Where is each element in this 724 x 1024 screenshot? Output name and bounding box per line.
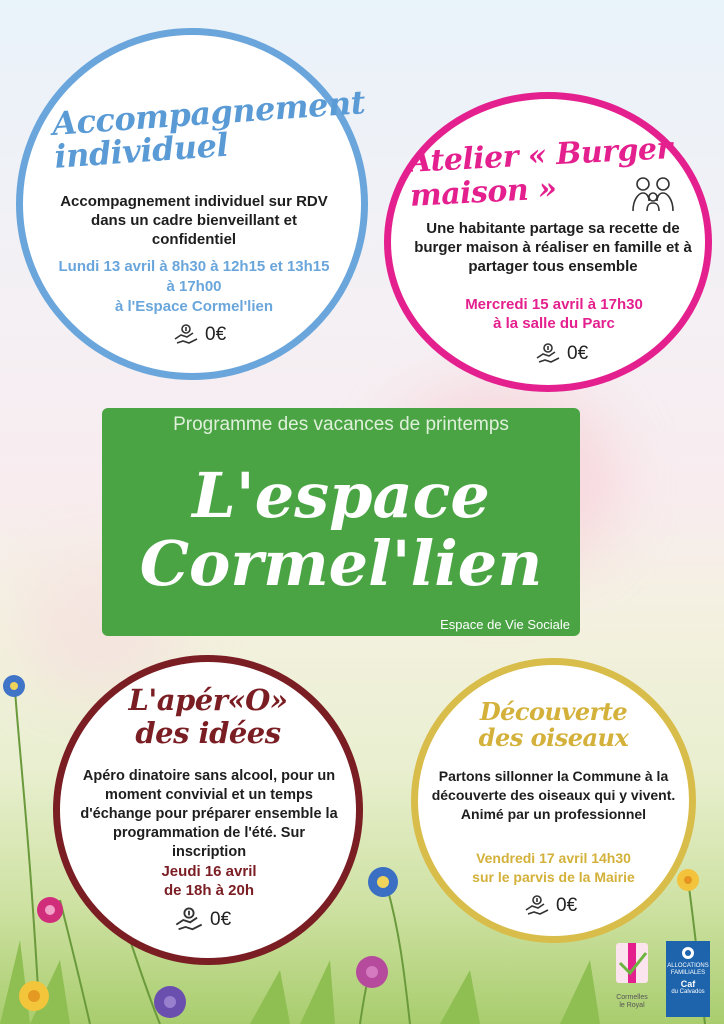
commune-name-line: Cormelles xyxy=(616,994,648,1001)
activity-location: à l'Espace Cormel'lien xyxy=(114,298,274,315)
activity-title-line: des idées xyxy=(135,716,281,750)
pink-flower-icon xyxy=(37,897,63,923)
yellow-flower-icon xyxy=(677,869,699,891)
banner-tagline: Espace de Vie Sociale xyxy=(440,617,570,632)
activity-decouverte-oiseaux xyxy=(411,658,696,943)
activity-title xyxy=(418,699,689,751)
activity-title-line: Atelier « Burger xyxy=(407,131,673,180)
activity-price xyxy=(535,342,588,366)
activity-schedule xyxy=(80,862,338,900)
price-value: 0€ xyxy=(205,324,227,345)
banner-title-line1: L'espace xyxy=(192,459,490,532)
commune-name-line: le Royal xyxy=(619,1002,645,1009)
activity-accompagnement xyxy=(16,28,368,380)
activity-date: Mercredi 15 avril à 17h30 xyxy=(465,296,643,313)
activity-title-line: L'apér«O» xyxy=(128,683,288,717)
banner-title-line2: Cormel'lien xyxy=(139,527,543,600)
activity-date: Vendredi 17 avril 14h30 xyxy=(476,850,631,866)
activity-price xyxy=(174,906,231,934)
purple-flower-icon xyxy=(356,956,388,988)
handshake-money-icon xyxy=(535,342,561,366)
activity-title: Accompagnement individuel xyxy=(50,83,367,176)
activity-time: de 18h à 20h xyxy=(163,882,255,899)
activity-description-line: Animé par un professionnel xyxy=(460,806,647,822)
activity-location: à la salle du Parc xyxy=(493,315,615,332)
yellow-flower-icon xyxy=(19,981,49,1011)
caf-region: du Calvados xyxy=(671,989,705,995)
activity-title-line: des oiseaux xyxy=(478,723,629,752)
activity-date: Jeudi 16 avril xyxy=(161,863,257,880)
activity-title-line: Découverte xyxy=(479,697,628,726)
activity-description: Accompagnement individuel sur RDV dans un cadre bienveillant et confidentiel xyxy=(60,193,328,248)
caf-line: ALLOCATIONS xyxy=(667,963,709,969)
activity-title-line: maison » xyxy=(409,171,558,214)
commune-emblem-icon xyxy=(612,941,652,989)
activity-title xyxy=(60,684,356,750)
caf-name: Caf xyxy=(680,979,696,989)
blue-flower-icon xyxy=(3,675,25,697)
caf-line: FAMILIALES xyxy=(670,970,706,976)
activity-date: Lundi 13 avril à 8h30 à 12h15 et 13h15 à 17h00 xyxy=(58,258,330,295)
handshake-money-icon xyxy=(174,906,204,934)
activity-schedule xyxy=(421,295,687,333)
family-icon xyxy=(631,175,675,213)
activity-schedule xyxy=(57,257,331,317)
cormelles-le-royal-logo xyxy=(604,941,660,1017)
banner-subtitle: Programme des vacances de printemps xyxy=(173,414,509,435)
blue-flower-icon xyxy=(368,867,398,897)
activity-schedule xyxy=(438,849,669,887)
activity-description: Une habitante partage sa recette de burger maison à réaliser en famille et à partager tous ensemble xyxy=(414,220,692,275)
activity-location: sur le parvis de la Mairie xyxy=(472,869,635,885)
caf-calvados-logo xyxy=(666,941,710,1017)
activity-apero-idees xyxy=(53,655,363,965)
price-value: 0€ xyxy=(556,895,578,916)
handshake-money-icon xyxy=(524,894,550,918)
handshake-money-icon xyxy=(173,323,199,347)
price-value: 0€ xyxy=(210,909,232,930)
price-value: 0€ xyxy=(567,343,589,364)
activity-price xyxy=(524,894,577,918)
caf-emblem-icon xyxy=(678,945,698,961)
activity-description: Apéro dinatoire sans alcool, pour un moment convivial et un temps d'échange pour préparer ensemble la programmation de l'été. Sur inscription xyxy=(80,768,338,860)
purple-flower-icon xyxy=(154,986,186,1018)
activity-description xyxy=(428,767,679,824)
activity-price xyxy=(173,323,226,347)
program-banner xyxy=(102,408,580,636)
activity-description-line: Partons sillonner la Commune à la découverte des oiseaux qui y vivent. xyxy=(431,768,676,803)
activity-atelier-burger xyxy=(384,92,712,392)
